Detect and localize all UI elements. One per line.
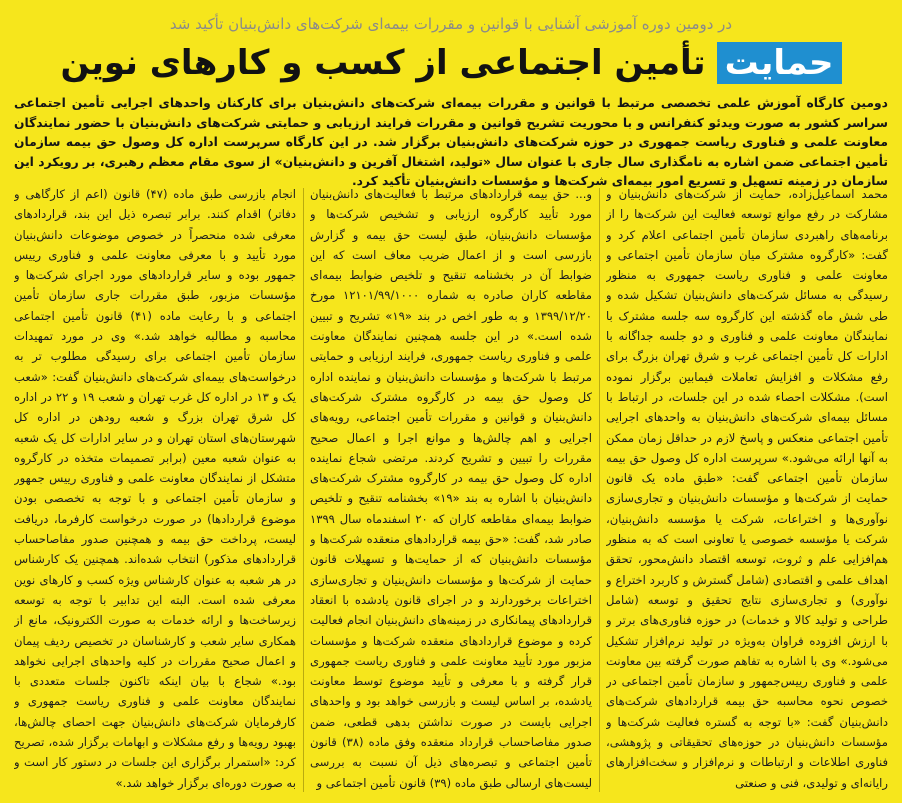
headline-accent: حمایت <box>717 42 842 84</box>
column-2-text: و... حق بیمه قراردادهای مرتبط با فعالیت‌های دانش‌بنیان مورد تأیید کارگروه ارزیابی و تشخیص شرکت‌ها و مؤسسات دانش‌بنیان، طبق لیست حق بیمه و گزارش بازرسی است و از اعمال ضریب معاف است که این ضوابط آن در بخشنامه تنقیح و تلخیص ضوابط بیمه‌ای مقاطعه کاران صادره به شماره ۱۲۱۰۱/۹۹/۱۰۰۰ مورخ ۱۳۹۹/۱۲/۲۰ و به طور اخص در بند «۱۹» تشریح و تبیین شده است.» در این جلسه همچنین نمایندگان معاونت علمی و فناوری ریاست جمهوری، فرایند ارزیابی و حمایتی مرتبط با شرکت‌ها و مؤسسات دانش‌بنیان و نماینده اداره کل وصول حق بیمه در کارگروه مشترک شرکت‌های دانش‌بنیان و قوانین و مقررات تأمین اجتماعی، رویه‌های اجرایی و اهم چالش‌ها و موانع اجرا و اعمال صحیح مقررات را تبیین و تشریح کردند. مرتضی شجاع نماینده اداره کل وصول حق بیمه در کارگروه مشترک شرکت‌های دانش‌بنیان با اشاره به بند «۱۹» بخشنامه تنقیح و تلخیص ضوابط بیمه‌ای مقاطعه کاران که ۲۰ اسفندماه سال ۱۳۹۹ صادر شد، گفت: «حق بیمه قراردادهای منعقده شرکت‌ها و مؤسسات دانش‌بنیان که از حمایت‌ها و تسهیلات قانون حمایت از شرکت‌ها و مؤسسات دانش‌بنیان و تجاری‌سازی اختراعات برخوردارند و در اجرای قانون یادشده با انعقاد قراردادهای پیمانکاری در زمینه‌های دانش‌بنیان انجام فعالیت کرده و موضوع قراردادهای منعقده شرکت‌ها و مؤسسات مزبور مورد تأیید معاونت علمی و فناوری ریاست جمهوری قرار گرفته و با معرفی و تأیید موضوع توسط معاونت یادشده، بر اساس لیست و بازرسی خواهد بود و واحدهای اجرایی بایست در صورت نداشتن بدهی قطعی، ضمن صدور مفاصاحساب قرارداد منعقده وفق ماده (۳۸) قانون تأمین اجتماعی و تبصره‌های ذیل آن نسبت به بررسی لیست‌های ارسالی طبق ماده (۳۹) قانون تأمین اجتماعی و <box>310 187 592 790</box>
column-divider <box>599 188 600 792</box>
article-headline <box>0 36 902 89</box>
article-lead <box>14 94 888 192</box>
headline-main: تأمین اجتماعی از کسب و کارهای نوین <box>60 42 706 83</box>
column-3-text: انجام بازرسی طبق ماده (۴۷) قانون (اعم از کارگاهی و دفاتر) اقدام کنند. برابر تبصره ذیل این بند، قراردادهای معرفی شده منحصراً در خصوص موضوعات دانش‌بنیان مورد تأیید و با معرفی معاونت علمی و فناوری رییس جمهور بوده و سایر قراردادهای مورد اجرای شرکت‌ها و مؤسسات مزبور، طبق مقررات جاری سازمان تأمین اجتماعی و با رعایت ماده (۴۱) قانون تأمین اجتماعی محاسبه و مطالبه خواهد شد.» وی در مورد تمهیدات سازمان تأمین اجتماعی برای رسیدگی مطلوب تر به درخواست‌های بیمه‌ای شرکت‌های دانش‌بنیان گفت: «شعب یک و ۱۳ در اداره کل غرب تهران و شعب ۱۹ و ۲۲ در اداره کل شرق تهران بزرگ و شعبه رودهن در اداره کل شهرستان‌های استان تهران و در سایر ادارات کل یک شعبه به عنوان شعبه معین (برابر تصمیمات متخذه در کارگروه متشکل از نمایندگان معاونت علمی و فناوری رییس جمهور و سازمان تأمین اجتماعی و با توجه به تخصصی بودن موضوع قراردادها) در صورت درخواست کارفرما، دریافت لیست، پرداخت حق بیمه و همچنین صدور مفاصاحساب قراردادهای مذکور) انتخاب شده‌اند. همچنین یک کارشناس در هر شعبه به عنوان کارشناس ویژه کسب و کارهای نوین معرفی شده است. البته این تدابیر با توجه به توسعه زیرساخت‌ها و ارائه خدمات به صورت الکترونیک، مانع از همکاری سایر شعب و کارشناسان در تخصیص ردیف پیمان و اعمال صحیح مقررات در کلیه واحدهای اجرایی نخواهد بود.» شجاع با بیان اینکه تاکنون جلسات متعددی با نمایندگان معاونت علمی و فناوری ریاست جمهوری و کارفرمایان شرکت‌های دانش‌بنیان جهت احصای چالش‌ها، بهبود رویه‌ها و رفع مشکلات و ابهامات برگزار شده، تصریح کرد: «استمرار برگزاری این جلسات در دستور کار است و به صورت دوره‌ای برگزار خواهد شد.» <box>14 187 296 790</box>
column-divider <box>303 188 304 792</box>
lead-paragraph: دومین کارگاه آموزش علمی تخصصی مرتبط با قوانین و مقررات بیمه‌ای شرکت‌های دانش‌بنیان برای کارکنان واحدهای اجرایی تأمین اجتماعی سراسر کشور به صورت ویدئو کنفرانس و با محوریت تشریح قوانین و مقررات فرایند ارزیابی و حمایتی شرکت‌های دانش‌بنیان با حضور نمایندگان معاونت علمی و فناوری ریاست جمهوری در حوزه شرکت‌های دانش‌بنیان برگزار شد. در این کارگاه سرپرست اداره کل وصول حق بیمه سازمان تأمین اجتماعی ضمن اشاره به نامگذاری سال جاری با عنوان سال «تولید، اشتغال آفرین و دانش‌بنیان» از سوی مقام معظم رهبری، بر رویکرد این سازمان در زمینه تسهیل و تسریع امور بیمه‌ای شرکت‌ها و مؤسسات دانش‌بنیان تأکید کرد. <box>14 96 888 188</box>
article-column-1 <box>606 184 888 794</box>
article-column-3 <box>14 184 296 794</box>
article-kicker: در دومین دوره آموزشی آشنایی با قوانین و مقررات بیمه‌ای شرکت‌های دانش‌بنیان تأکید شد <box>169 15 733 33</box>
article-column-2 <box>310 184 592 794</box>
column-1-text: محمد اسماعیل‌زاده، حمایت از شرکت‌های دانش‌بنیان و مشارکت در رفع موانع توسعه فعالیت این شرکت‌ها را از برنامه‌های راهبردی سازمان تأمین اجتماعی اعلام کرد و گفت: «کارگروه مشترک میان سازمان تأمین اجتماعی و معاونت علمی و فناوری ریاست جمهوری به منظور رسیدگی به مسائل شرکت‌های دانش‌بنیان تشکیل شده و طی شش ماه گذشته این کارگروه سه جلسه مشترک با نمایندگان معاونت علمی و فناوری و دو جلسه جداگانه با ادارات کل تأمین اجتماعی غرب و شرق تهران بزرگ برای رفع مشکلات و افزایش تعاملات فیمابین برگزار نموده است). مشکلات احصاء شده در این جلسات، در ارتباط با مسائل بیمه‌ای شرکت‌های دانش‌بنیان به واحدهای اجرایی تأمین اجتماعی منعکس و پاسخ لازم در حداقل زمان ممکن به آنها ارائه می‌شود.» سرپرست اداره کل وصول حق بیمه سازمان تأمین اجتماعی گفت: «طبق ماده یک قانون حمایت از شرکت‌ها و مؤسسات دانش‌بنیان و تجاری‌سازی نوآوری‌ها و اختراعات، شرکت یا مؤسسه دانش‌بنیان، شرکت یا مؤسسه خصوصی یا تعاونی است که به منظور هم‌افزایی علم و ثروت، توسعه اقتصاد دانش‌محور، تحقق اهداف علمی و اقتصادی (شامل گسترش و کاربرد اختراع و نوآوری) و تجاری‌سازی نتایج تحقیق و توسعه (شامل طراحی و تولید کالا و خدمات) در حوزه فناوری‌های برتر و با ارزش افزوده فراوان به‌ویژه در تولید نرم‌افزار تشکیل می‌شود.» وی با اشاره به تفاهم صورت گرفته بین معاونت علمی و فناوری رییس‌جمهور و سازمان تأمین اجتماعی در خصوص نحوه محاسبه حق بیمه قراردادهای شرکت‌های دانش‌بنیان گفت: «با توجه به گستره فعالیت شرکت‌ها و مؤسسات دانش‌بنیان در حوزه‌های تحقیقاتی و پژوهشی، فناوری اطلاعات و ارتباطات و نرم‌افزار و سخت‌افزارهای رایانه‌ای و تولیدی، فنی و صنعتی <box>606 187 888 790</box>
